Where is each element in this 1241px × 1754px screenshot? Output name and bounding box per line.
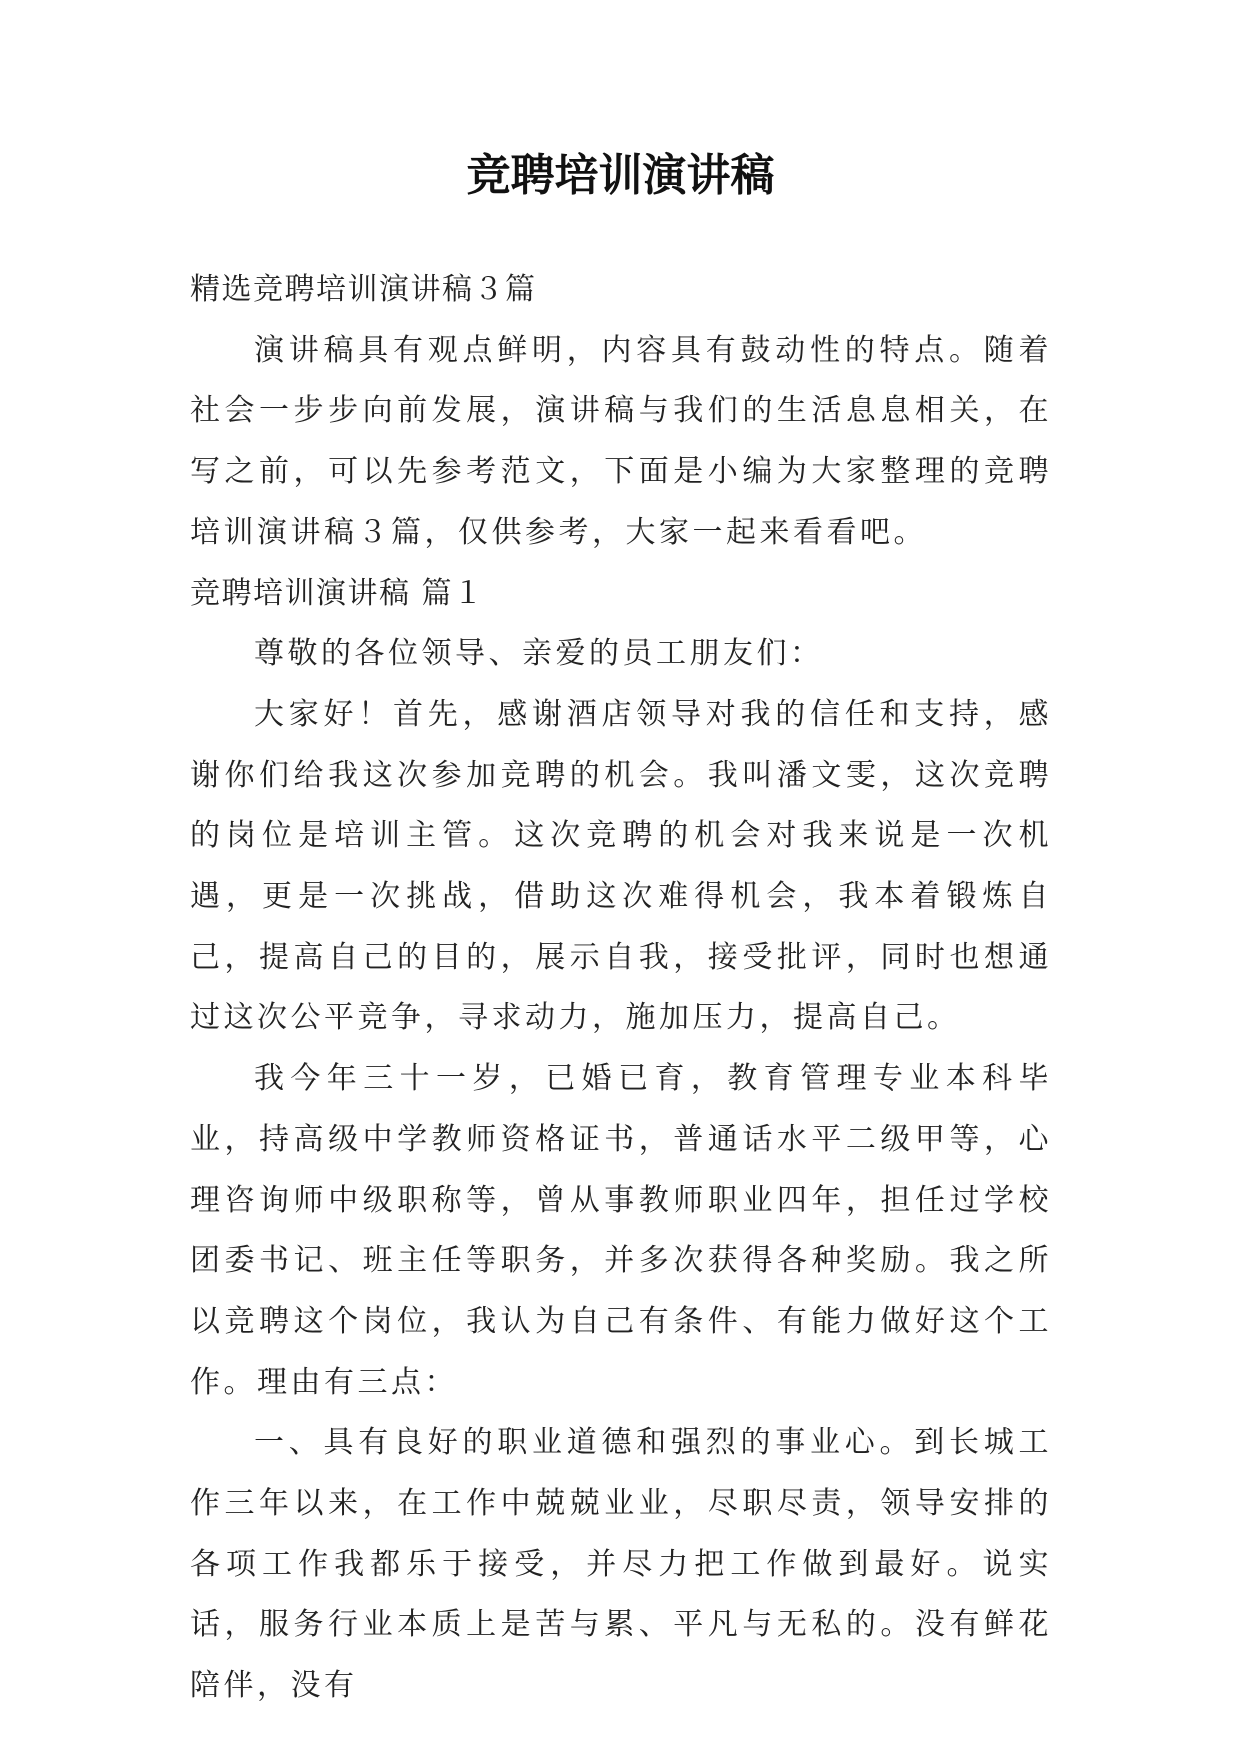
body-paragraph: 我今年三十一岁，已婚已育，教育管理专业本科毕业，持高级中学教师资格证书，普通话水平二级甲等，心理咨询师中级职称等，曾从事教师职业四年，担任过学校团委书记、班主任等职务，并多次获得各种奖励。我之所以竞聘这个岗位，我认为自己有条件、有能力做好这个工作。理由有三点： <box>190 1061 1052 1400</box>
document-title: 竞聘培训演讲稿 <box>466 150 775 201</box>
body-paragraph: 一、具有良好的职业道德和强烈的事业心。到长城工作三年以来，在工作中兢兢业业，尽职尽责，领导安排的各项工作我都乐于接受，并尽力把工作做到最好。说实话，服务行业本质上是苦与累、平凡与无私的。没有鲜花陪伴，没有 <box>190 1425 1052 1704</box>
document-body <box>190 260 1052 1717</box>
document-subtitle: 精选竞聘培训演讲稿３篇 <box>190 272 537 307</box>
body-paragraph: 大家好！首先，感谢酒店领导对我的信任和支持，感谢你们给我这次参加竞聘的机会。我叫潘文雯，这次竞聘的岗位是培训主管。这次竞聘的机会对我来说是一次机遇，更是一次挑战，借助这次难得机会，我本着锻炼自己，提高自己的目的，展示自我，接受批评，同时也想通过这次公平竞争，寻求动力，施加压力，提高自己。 <box>190 696 1052 1036</box>
salutation-paragraph: 尊敬的各位领导、亲爱的员工朋友们： <box>254 636 824 672</box>
intro-paragraph: 演讲稿具有观点鲜明，内容具有鼓动性的特点。随着社会一步步向前发展，演讲稿与我们的生活息息相关，在写之前，可以先参考范文，下面是小编为大家整理的竞聘培训演讲稿３篇，仅供参考，大家一起来看看吧。 <box>190 332 1052 550</box>
section-heading: 竞聘培训演讲稿 篇１ <box>190 575 485 611</box>
